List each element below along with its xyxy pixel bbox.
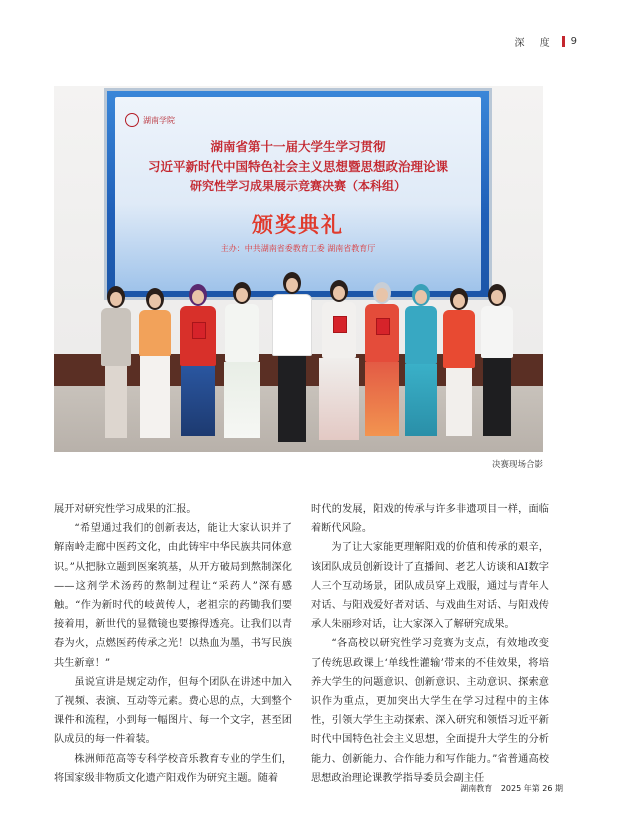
people-group [54, 86, 543, 452]
paragraph: 株洲师范高等专科学校音乐教育专业的学生们，将国家级非物质文化遗产阳戏作为研究主题。随着 [54, 753, 292, 784]
person [176, 284, 220, 436]
person [476, 284, 518, 436]
page-number: 9 [570, 36, 577, 47]
photo-caption: 决赛现场合影 [491, 460, 543, 470]
group-photo [54, 86, 543, 452]
paragraph: “各高校以研究性学习竞赛为支点，有效地改变了传统思政课上‘单线性灌输’带来的不佳效果，将培养大学生的问题意识、创新意识、主动意识、探索意识作为重点，更加突出大学生在学习过程中的主体性，引领大学生主动探索、深入研究和领悟习近平新时代中国特色社会主义思想，全面提升大学生的分析能力、创新能力、合作能力和写作能力。”省普通高校思想政治理论课教学指导委员会副主任 [311, 638, 549, 784]
section-label: 深 度 [514, 38, 556, 49]
person [220, 282, 264, 438]
person [268, 272, 316, 442]
person [316, 280, 362, 440]
person [360, 282, 404, 436]
paragraph: 虽说宣讲是规定动作，但每个团队在讲述中加入了视频、表演、互动等元素。费心思的点，大到整个课件和流程，小到每一幅图片、每一个文字，甚至团队成员的每一件着装。 [54, 676, 292, 746]
header-divider [562, 36, 565, 47]
issue-number: 2025 年第 26 期 [500, 784, 563, 793]
paragraph: “希望通过我们的创新表达，能让大家认识并了解南岭走廊中医药文化，由此铸牢中华民族共同体意识。”从把脉立题到医案筑基，从开方破局到熬制深化——这剂学术汤药的熬制过程让“采药人”深有感触。“作为新时代的岐黄传人，老祖宗的药锄我们要接着用，新世代的显微镜也要擦得透亮。让我们以青春为火，点燃医药传承之光！以热血为墨，书写民族共生新章！” [54, 523, 292, 669]
article-column-left [54, 500, 292, 788]
screen-ceremony-title: 颁奖典礼 [252, 213, 344, 237]
paragraph: 时代的发展，阳戏的传承与许多非遗项目一样，面临着断代风险。 [311, 504, 549, 535]
paragraph: 展开对研究性学习成果的汇报。 [54, 504, 197, 515]
article-column-right [311, 500, 549, 788]
person [438, 288, 480, 436]
screen-title-line2: 习近平新时代中国特色社会主义思想暨思想政治理论课 [147, 159, 448, 174]
screen-title-line3: 研究性学习成果展示竞赛决赛（本科组） [189, 179, 406, 193]
person [400, 284, 442, 436]
person [134, 288, 176, 438]
magazine-name: 湖南教育 [460, 784, 493, 793]
logo-text: 湖南学院 [143, 115, 175, 125]
page-footer [454, 783, 563, 794]
paragraph: 为了让大家能更理解阳戏的价值和传承的艰辛，该团队成员创新设计了直播间、老艺人访谈和AI数字人三个互动场景，团队成员穿上戏服，通过与青年人对话、与阳戏爱好者对话、与戏曲生对话、与阳戏传承人朱丽珍对话，让大家深入了解研究成果。 [311, 542, 549, 631]
person [96, 286, 136, 438]
page-header [514, 34, 577, 49]
screen-title-line1: 湖南省第十一届大学生学习贯彻 [210, 139, 386, 154]
screen-organizer: 主办：中共湖南省委教育工委 湖南省教育厅 [220, 244, 376, 253]
